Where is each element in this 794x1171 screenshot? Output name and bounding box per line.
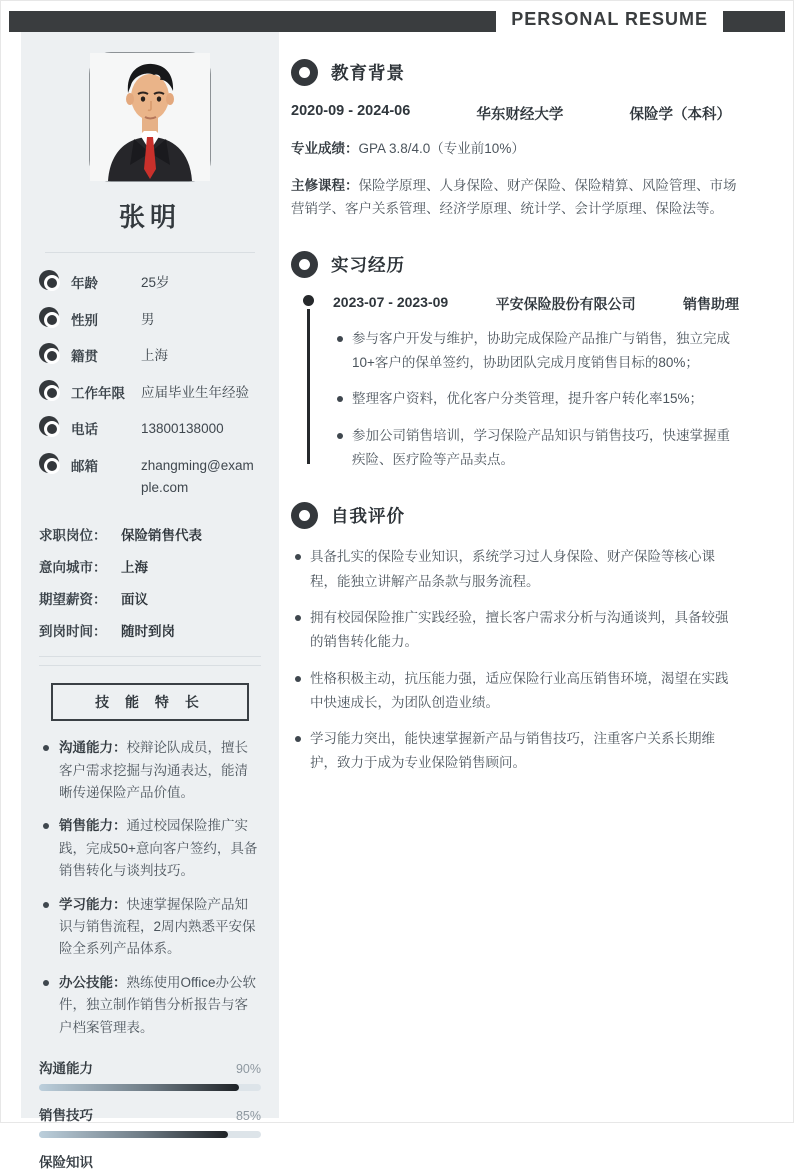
skill-bars [39,1057,261,1171]
section-title: 实习经历 [331,254,405,275]
skill-bar-clipped [39,1151,261,1171]
divider [45,252,255,253]
job-intent-list [39,524,261,640]
info-row-hometown [39,343,261,367]
info-label: 邮箱 [71,458,98,474]
intent-row-salary [39,588,261,608]
skill-bar-label: 销售技巧 [39,1108,93,1124]
ring-bullet-icon [39,270,59,290]
skill-bar-percent: 90% [235,1062,261,1077]
section-bullet-icon [291,502,318,529]
info-value: 上海 [141,348,168,364]
skill-bar-communication [39,1057,261,1091]
divider [39,656,261,657]
courses-line [291,174,739,221]
skill-bar-label: 保险知识 [39,1155,93,1171]
gpa-line [291,137,739,161]
intent-label: 求职岗位： [39,528,107,544]
ring-bullet-icon [39,307,59,327]
intent-label: 意向城市： [39,560,107,576]
courses-label: 主修课程： [291,177,359,193]
section-title: 教育背景 [331,63,405,83]
section-title: 自我评价 [331,506,405,527]
ring-bullet-icon [39,343,59,363]
intent-value: 保险销售代表 [121,528,202,544]
skill-bar-head [39,1057,261,1077]
skill-item-sales [39,815,261,882]
intent-row-city [39,556,261,576]
section-header [291,59,739,86]
info-value: 应届毕业生年经验 [141,384,249,400]
progress-fill [39,1131,228,1138]
page-title: PERSONAL RESUME [496,4,723,35]
skill-bar-head [39,1104,261,1124]
skills-section-title: 技 能 特 长 [51,683,249,721]
info-value: 25岁 [141,275,170,290]
info-row-email [39,453,261,498]
experience-bullet: 整理客户资料，优化客户分类管理，提升客户转化率15%； [333,387,739,411]
main-column [279,32,785,1118]
info-value: 13800138000 [141,421,224,437]
experience-bullet-list [333,327,739,472]
info-label: 工作年限 [71,385,125,401]
experience-entry-header [333,294,739,314]
section-bullet-icon [291,251,318,278]
section-header [291,502,739,529]
education-period: 2020-09 - 2024-06 [291,103,411,119]
experience-period: 2023-07 - 2023-09 [333,293,449,310]
evaluation-bullet-list [291,545,739,775]
intent-value: 面议 [121,592,148,608]
top-bar [9,11,785,32]
info-label: 性别 [71,312,98,328]
skill-bar-percent: 85% [235,1109,261,1124]
intent-row-availability [39,620,261,640]
intent-row-position [39,524,261,544]
info-row-gender [39,307,261,331]
skill-bar-head [39,1151,261,1171]
gpa-label: 专业成绩： [291,141,359,156]
section-experience [291,251,739,472]
skill-bar-label: 沟通能力 [39,1061,93,1077]
education-entry-header [291,103,739,124]
personal-info-list [39,270,261,498]
skill-label: 沟通能力： [59,740,127,756]
info-label: 电话 [71,422,98,438]
sidebar [21,32,279,1171]
experience-bullet: 参加公司销售培训，学习保险产品知识与销售技巧，快速掌握重疾险、医疗险等产品卖点。 [333,424,739,473]
progress-track [39,1131,261,1138]
info-value: zhangming@example.com [141,457,254,495]
skill-item-learning [39,894,261,961]
content-columns [9,32,785,1171]
skill-item-office [39,972,261,1039]
skill-item-communication [39,737,261,804]
section-header [291,251,739,278]
info-row-experience-years [39,380,261,404]
evaluation-bullet: 学习能力突出，能快速掌握新产品与销售技巧，注重客户关系长期维护，致力于成为专业保险销售顾问。 [291,727,739,776]
avatar-illustration [90,53,210,181]
education-major: 保险学（本科） [629,107,731,123]
progress-fill [39,1084,239,1091]
intent-value: 上海 [121,560,148,576]
info-row-phone [39,416,261,440]
skill-label: 学习能力： [59,896,127,912]
progress-track [39,1084,261,1091]
section-bullet-icon [291,59,318,86]
divider [39,665,261,666]
ring-bullet-icon [39,416,59,436]
skill-text: 校辩论队成员，擅长客户需求挖掘与沟通表达，能清晰传递保险产品价值。 [59,740,248,800]
education-school: 华东财经大学 [476,107,564,123]
evaluation-bullet: 拥有校园保险推广实践经验，擅长客户需求分析与沟通谈判，具备较强的销售转化能力。 [291,606,739,655]
intent-value: 随时到岗 [121,624,175,640]
skill-bar-sales [39,1104,261,1138]
section-education [291,59,739,221]
experience-company: 平安保险股份有限公司 [495,295,636,312]
experience-role: 销售助理 [682,295,739,312]
skills-list [39,737,261,1039]
section-self-evaluation [291,502,739,775]
info-label: 籍贯 [71,349,98,365]
skill-text: 通过校园保险推广实践，完成50+意向客户签约，具备销售转化与谈判技巧。 [59,818,258,879]
ring-bullet-icon [39,380,59,400]
candidate-name: 张明 [118,202,181,232]
intent-label: 期望薪资： [39,592,107,608]
experience-timeline [306,294,739,472]
info-row-age [39,270,261,294]
skill-label: 办公技能： [59,974,127,990]
gpa-value: GPA 3.8/4.0（专业前10%） [358,141,525,156]
intent-label: 到岗时间： [39,624,107,640]
skill-text: 熟练使用Office办公软件，独立制作销售分析报告与客户档案管理表。 [59,974,257,1035]
skill-text: 快速掌握保险产品知识与销售流程，2周内熟悉平安保险全系列产品体系。 [59,896,256,957]
experience-bullet: 参与客户开发与维护，协助完成保险产品推广与销售，独立完成10+客户的保单签约，协助团队完成月度销售目标的80%； [333,327,739,376]
info-value: 男 [141,311,155,327]
courses-value: 保险学原理、人身保险、财产保险、保险精算、风险管理、市场营销学、客户关系管理、经济学原理、统计学、会计学原理、保险法等。 [291,177,737,217]
skill-label: 销售能力： [59,818,127,834]
profile-photo [89,52,211,182]
timeline-dot-icon [303,295,314,306]
evaluation-bullet: 具备扎实的保险专业知识，系统学习过人身保险、财产保险等核心课程，能独立讲解产品条款与服务流程。 [291,545,739,594]
info-label: 年龄 [71,276,98,291]
ring-bullet-icon [39,453,59,473]
evaluation-bullet: 性格积极主动，抗压能力强，适应保险行业高压销售环境，渴望在实践中快速成长，为团队创造业绩。 [291,667,739,716]
